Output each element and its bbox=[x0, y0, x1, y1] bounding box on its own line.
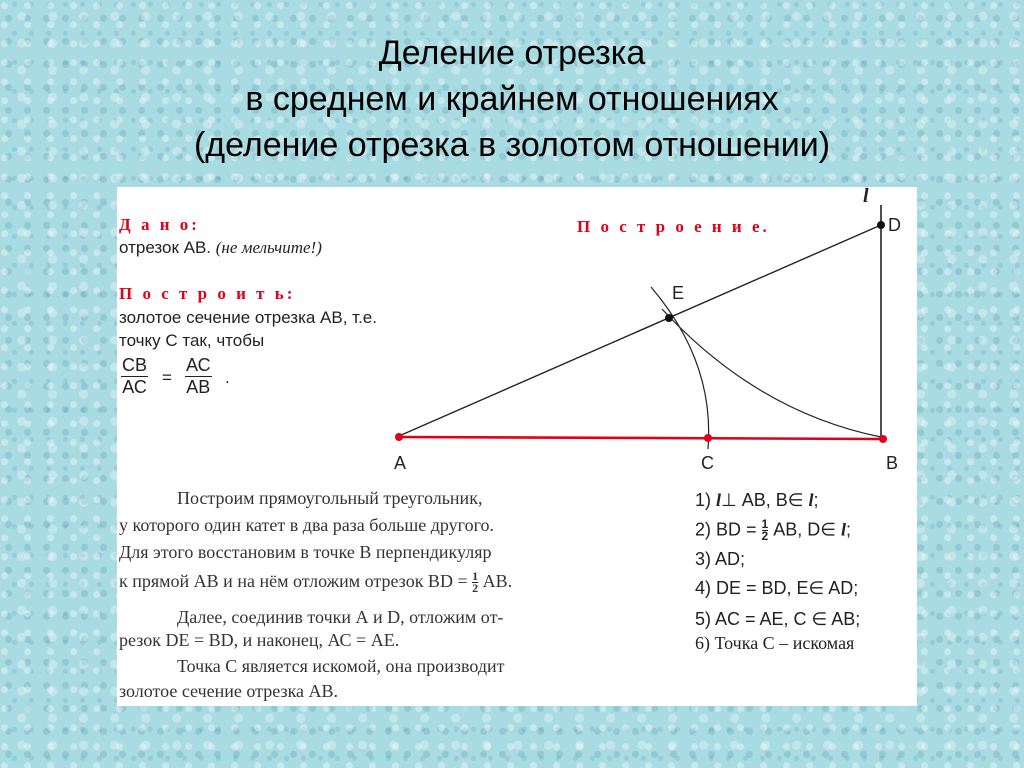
arc-ec bbox=[651, 287, 709, 449]
step-1-num: 1) bbox=[695, 490, 712, 510]
label-point-a: А bbox=[394, 453, 407, 473]
step-1-l: l bbox=[716, 490, 722, 510]
slide-title bbox=[0, 30, 1024, 168]
given-header: Д а н о: bbox=[119, 215, 200, 234]
fraction-ac-top: АС bbox=[186, 355, 211, 375]
explanation-line-5: Далее, соединив точки А и D, отложим от- bbox=[177, 607, 504, 627]
given-segment bbox=[119, 238, 322, 258]
point-d-dot bbox=[877, 221, 885, 229]
explanation-line-4 bbox=[119, 571, 512, 594]
step-2-half-den: 2 bbox=[761, 529, 769, 543]
explanation-line-7: Точка С является искомой, она производит bbox=[177, 656, 505, 676]
step-1 bbox=[695, 490, 818, 511]
step-2-end: ; bbox=[845, 519, 851, 540]
label-line-l: l bbox=[863, 185, 869, 207]
explanation-line-6: резок DE = BD, и наконец, АС = АЕ. bbox=[119, 630, 400, 650]
step-5: 5) AC = AE, C ∈ AB; bbox=[695, 609, 861, 629]
step-1-l2: l bbox=[808, 490, 814, 510]
explanation-line-8: золотое сечение отрезка АВ. bbox=[119, 681, 339, 701]
label-point-d: D bbox=[888, 215, 901, 235]
title-line-2: в среднем и крайнем отношениях bbox=[245, 80, 779, 118]
step-2 bbox=[695, 519, 851, 542]
content-panel bbox=[117, 187, 917, 706]
step-1-text: ⊥ АВ, В∈ bbox=[721, 490, 804, 510]
explanation-line-2: у которого один катет в два раза больше другого. bbox=[119, 515, 495, 535]
fraction-cb: СВ bbox=[122, 355, 148, 375]
step-2-text: 2) BD = bbox=[695, 519, 757, 540]
title-line-1: Деление отрезка bbox=[378, 34, 646, 72]
step-2-text-b: АВ, D∈ bbox=[773, 519, 836, 540]
task-line-1: золотое сечение отрезка АВ, т.е. bbox=[119, 308, 377, 327]
point-b-dot bbox=[879, 435, 887, 443]
explanation-line-1: Построим прямоугольный треугольник, bbox=[177, 488, 483, 508]
step-2-half-fraction bbox=[762, 519, 769, 542]
point-a-dot bbox=[395, 433, 403, 441]
segment-ab bbox=[399, 437, 883, 439]
fraction-period: . bbox=[225, 368, 230, 387]
step-4: 4) DE = BD, E∈ AD; bbox=[695, 578, 859, 598]
label-point-e: Е bbox=[672, 283, 685, 303]
given-segment-text: отрезок АВ. bbox=[119, 238, 212, 257]
fraction-ac-ab bbox=[185, 355, 212, 398]
step-2-half-num: 1 bbox=[761, 517, 769, 531]
explanation-line-4a: к прямой АВ и на нём отложим отрезок BD = bbox=[119, 571, 468, 591]
task-header: П о с т р о и т ь: bbox=[119, 284, 296, 303]
half-den: 2 bbox=[472, 581, 479, 596]
label-point-b: В bbox=[886, 453, 899, 473]
explanation-line-3: Для этого восстановим в точке В перпендикуляр bbox=[119, 542, 492, 562]
step-3: 3) AD; bbox=[695, 549, 746, 569]
given-note: (не мельчите!) bbox=[215, 238, 322, 257]
fraction-equals: = bbox=[162, 368, 172, 387]
arc-de bbox=[662, 309, 881, 437]
explanation-half-fraction bbox=[472, 571, 478, 594]
explanation-line-4b: АВ. bbox=[482, 571, 513, 591]
point-c-dot bbox=[704, 434, 712, 442]
step-6: 6) Точка С – искомая bbox=[695, 633, 855, 653]
fraction-cb-ac bbox=[121, 355, 148, 398]
step-1-end: ; bbox=[813, 490, 819, 510]
fraction-ab: АВ bbox=[186, 377, 211, 397]
construction-header: П о с т р о е н и е. bbox=[577, 217, 770, 236]
half-num: 1 bbox=[472, 569, 479, 584]
fraction-ac: АС bbox=[122, 377, 147, 397]
hypotenuse-ad bbox=[399, 225, 881, 436]
step-2-l: l bbox=[840, 519, 846, 540]
task-line-2: точку С так, чтобы bbox=[119, 331, 265, 350]
point-e-dot bbox=[665, 314, 673, 322]
title-line-3: (деление отрезка в золотом отношении) bbox=[193, 126, 831, 164]
label-point-c: С bbox=[701, 453, 714, 473]
